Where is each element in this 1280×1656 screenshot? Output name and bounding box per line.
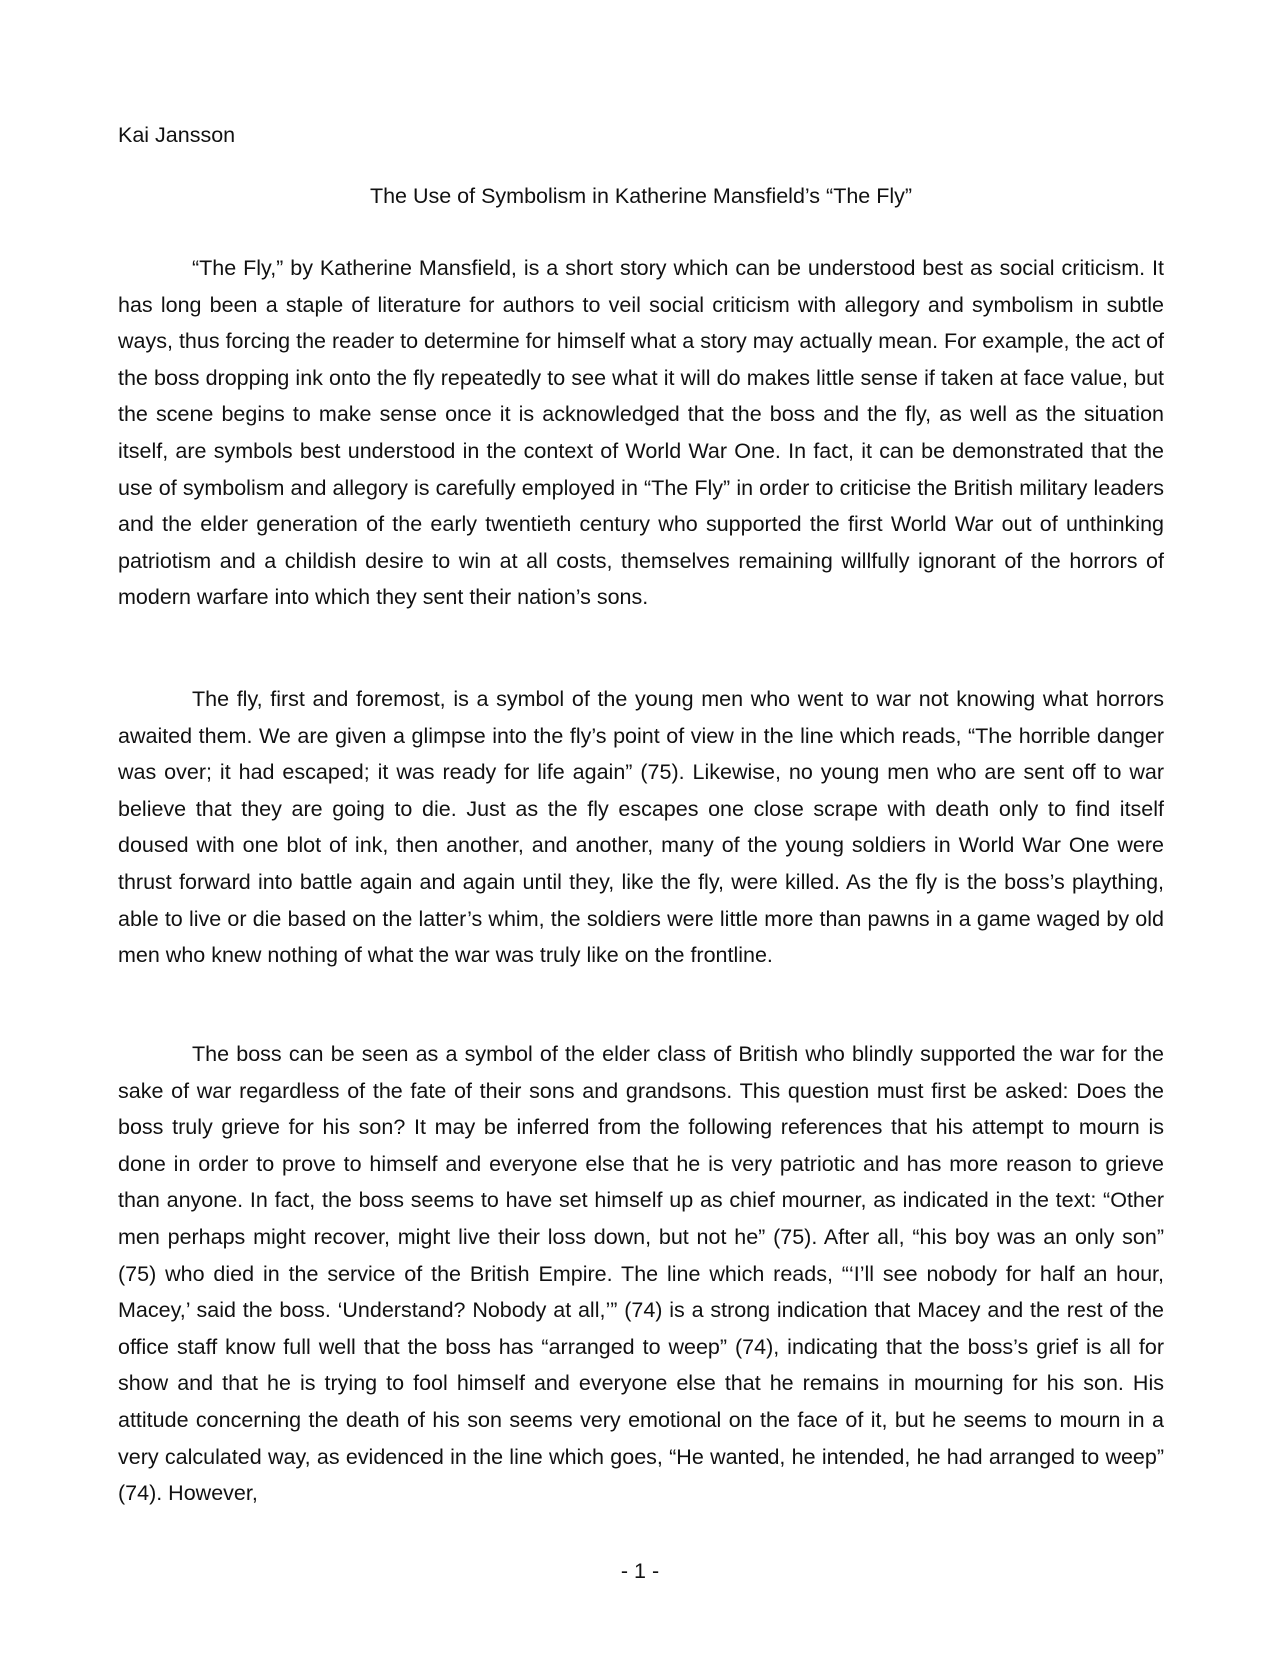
essay-title: The Use of Symbolism in Katherine Mansfield’s “The Fly” — [369, 184, 913, 208]
paragraph-1: “The Fly,” by Katherine Mansfield, is a short story which can be understood best as social criticism. It has long been a staple of literature for authors to veil social criticism with allegory and symbolism in subtle ways, thus forcing the reader to determine for himself what a story may actually mean. For example, the act of the boss dropping ink onto the fly repeatedly to see what it will do makes little sense if taken at face value, but the scene begins to make sense once it is acknowledged that the boss and the fly, as well as the situation itself, are symbols best understood in the context of World War One. In fact, it can be demonstrated that the use of symbolism and allegory is carefully employed in “The Fly” in order to criticise the British military leaders and the elder generation of the early twentieth century who supported the first World War out of unthinking patriotism and a childish desire to win at all costs, themselves remaining willfully ignorant of the horrors of modern warfare into which they sent their nation’s sons. — [118, 256, 1164, 610]
author-name: Kai Jansson — [118, 123, 236, 147]
paragraph-3: The boss can be seen as a symbol of the elder class of British who blindly supported the war for the sake of war regardless of the fate of their sons and grandsons. This question must first be asked: Does the boss truly grieve for his son? It may be inferred from the following references that his attempt to mourn is done in order to prove to himself and everyone else that he is very patriotic and has more reason to grieve than anyone. In fact, the boss seems to have set himself up as chief mourner, as indicated in the text: “Other men perhaps might recover, might live their loss down, but not he” (75). After all, “his boy was an only son” (75) who died in the service of the British Empire. The line which reads, “‘I’ll see nobody for half an hour, Macey,’ said the boss. ‘Understand? Nobody at all,’” (74) is a strong indication that Macey and the rest of the office staff know full well that the boss has “arranged to weep” (74), indicating that the boss’s grief is all for show and that he is trying to fool himself and everyone else that he remains in mourning for his son. His attitude concerning the death of his son seems very emotional on the face of it, but he seems to mourn in a very calculated way, as evidenced in the line which goes, “He wanted, he intended, he had arranged to weep” (74). However, — [118, 1042, 1164, 1506]
page-number: - 1 - — [620, 1559, 660, 1583]
paragraph-2: The fly, first and foremost, is a symbol of the young men who went to war not knowing what horrors awaited them. We are given a glimpse into the fly’s point of view in the line which reads, “The horrible danger was over; it had escaped; it was ready for life again” (75). Likewise, no young men who are sent off to war believe that they are going to die. Just as the fly escapes one close scrape with death only to find itself doused with one blot of ink, then another, and another, many of the young soldiers in World War One were thrust forward into battle again and again until they, like the fly, were killed. As the fly is the boss’s plaything, able to live or die based on the latter’s whim, the soldiers were little more than pawns in a game waged by old men who knew nothing of what the war was truly like on the frontline. — [118, 687, 1164, 968]
